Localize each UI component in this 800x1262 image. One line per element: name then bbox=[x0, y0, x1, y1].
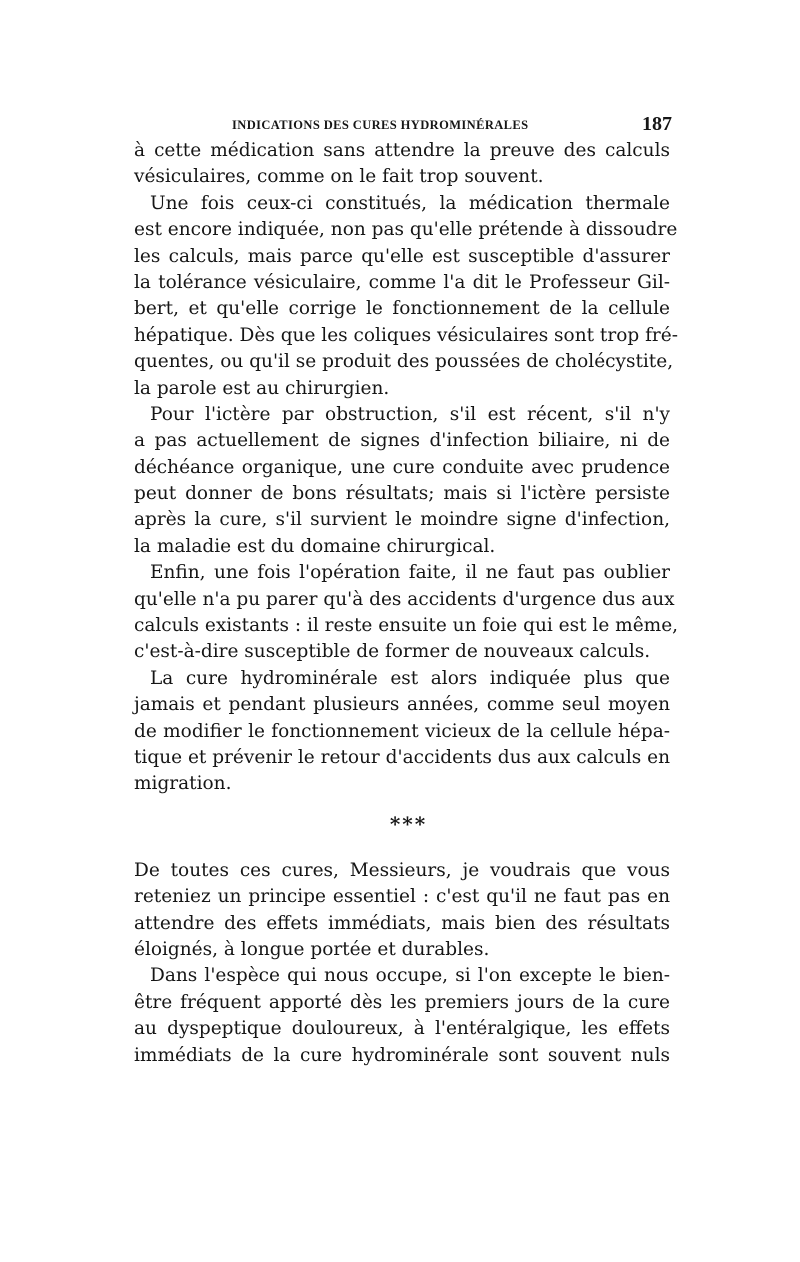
text-line: bert, et qu'elle corrige le fonctionnement de la cellule bbox=[134, 298, 670, 320]
text-line: est encore indiquée, non pas qu'elle prétende à dissoudre bbox=[134, 219, 678, 241]
text-line: Pour l'ictère par obstruction, s'il est récent, s'il n'y bbox=[150, 403, 670, 425]
page-number: 187 bbox=[642, 113, 672, 135]
text-line: La cure hydrominérale est alors indiquée plus que bbox=[150, 667, 670, 689]
paragraph bbox=[134, 402, 670, 560]
text-line: c'est-à-dire susceptible de former de nouveaux calculs. bbox=[134, 641, 651, 663]
text-line: tique et prévenir le retour d'accidents dus aux calculs en bbox=[134, 746, 670, 768]
text-line: attendre des effets immédiats, mais bien des résultats bbox=[134, 912, 670, 934]
text-line: De toutes ces cures, Messieurs, je voudrais que vous bbox=[134, 859, 670, 881]
text-line: au dyspeptique douloureux, à l'entéralgique, les effets bbox=[134, 1018, 670, 1040]
text-line: quentes, ou qu'il se produit des poussées de cholécystite, bbox=[134, 351, 674, 373]
text-line: qu'elle n'a pu parer qu'à des accidents d'urgence dus aux bbox=[134, 588, 675, 610]
text-line: vésiculaires, comme on le fait trop souvent. bbox=[134, 166, 544, 188]
text-line: éloignés, à longue portée et durables. bbox=[134, 938, 490, 960]
text-line: les calculs, mais parce qu'elle est susceptible d'assurer bbox=[134, 245, 670, 267]
text-line: Dans l'espèce qui nous occupe, si l'on excepte le bien- bbox=[150, 965, 670, 987]
text-line: calculs existants : il reste ensuite un foie qui est le même, bbox=[134, 615, 679, 637]
paragraph bbox=[134, 666, 670, 798]
text-line: hépatique. Dès que les coliques vésiculaires sont trop fré- bbox=[134, 324, 678, 346]
text-line: Enfin, une fois l'opération faite, il ne faut pas oublier bbox=[150, 562, 670, 584]
text-line: immédiats de la cure hydrominérale sont souvent nuls bbox=[134, 1044, 670, 1066]
text-block-before bbox=[134, 138, 679, 798]
text-line: être fréquent apporté dès les premiers jours de la cure bbox=[134, 991, 670, 1013]
text-line: migration. bbox=[134, 773, 232, 795]
section-separator: * * * bbox=[389, 811, 425, 836]
book-page bbox=[134, 110, 679, 1069]
paragraph bbox=[134, 560, 679, 666]
text-line: la tolérance vésiculaire, comme l'a dit le Professeur Gil- bbox=[134, 271, 670, 293]
text-line: jamais et pendant plusieurs années, comme seul moyen bbox=[134, 694, 670, 716]
text-line: a pas actuellement de signes d'infection biliaire, ni de bbox=[134, 430, 670, 452]
text-line: la parole est au chirurgien. bbox=[134, 377, 390, 399]
text-line: après la cure, s'il survient le moindre signe d'infection, bbox=[134, 509, 670, 531]
text-block-after bbox=[134, 858, 670, 1069]
running-head bbox=[134, 110, 670, 138]
paragraph bbox=[134, 138, 670, 191]
text-line: peut donner de bons résultats; mais si l'ictère persiste bbox=[134, 483, 670, 505]
paragraph bbox=[134, 858, 670, 964]
text-line: déchéance organique, une cure conduite avec prudence bbox=[134, 456, 670, 478]
paragraph bbox=[134, 963, 670, 1069]
running-title: INDICATIONS DES CURES HYDROMINÉRALES bbox=[232, 118, 529, 132]
text-line: reteniez un principe essentiel : c'est qu'il ne faut pas en bbox=[134, 886, 670, 908]
text-line: la maladie est du domaine chirurgical. bbox=[134, 535, 496, 557]
text-line: à cette médication sans attendre la preuve des calculs bbox=[134, 140, 670, 161]
paragraph bbox=[134, 191, 678, 402]
text-line: de modifier le fonctionnement vicieux de la cellule hépa- bbox=[134, 720, 670, 742]
text-line: Une fois ceux-ci constitués, la médication thermale bbox=[150, 192, 670, 214]
